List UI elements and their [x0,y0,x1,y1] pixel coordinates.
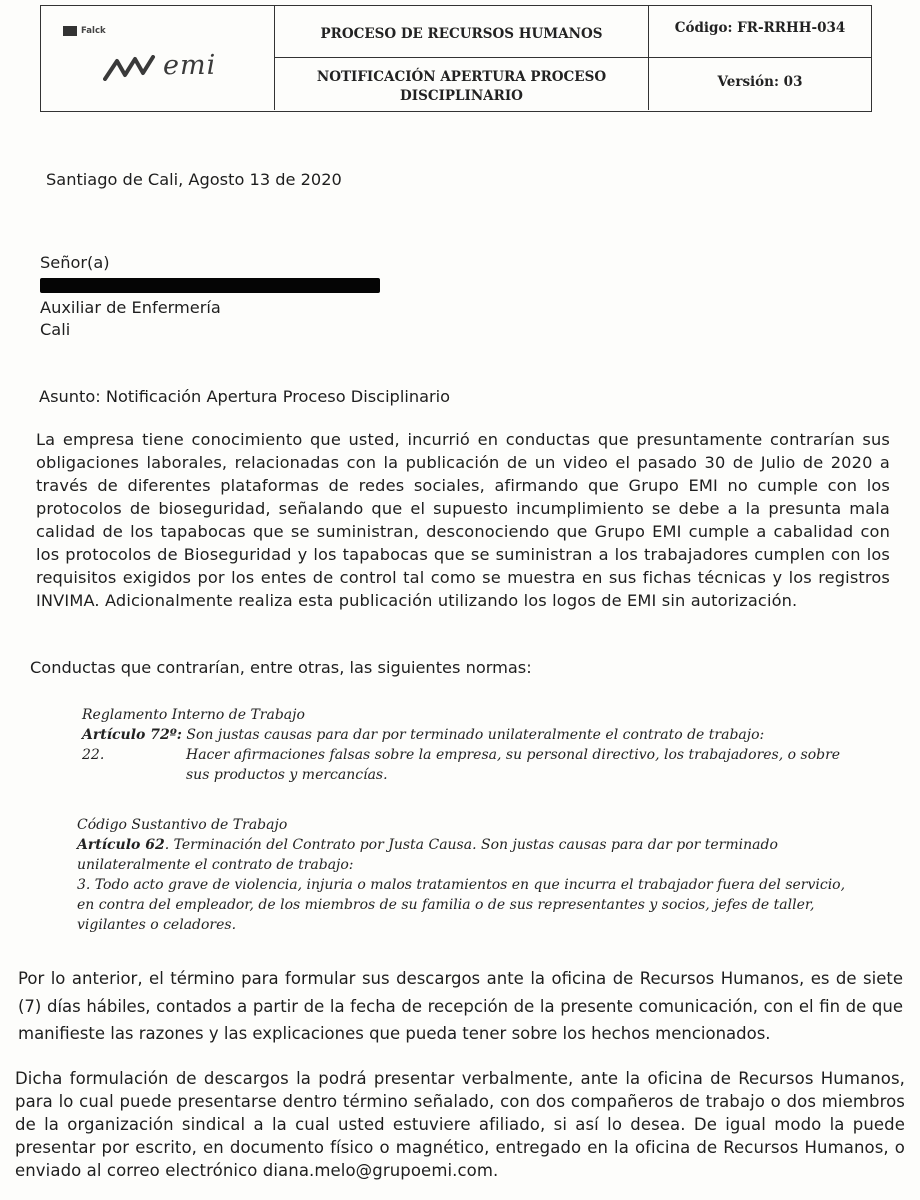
version-cell [649,58,871,110]
document-title: NOTIFICACIÓN APERTURA PROCESO DISCIPLINARIO [316,69,607,104]
citation-article: Artículo 62. Terminación del Contrato por Justa Causa. Son justas causas para dar por terminado unilateralmente el contrato de trabajo: [77,837,778,873]
falck-icon [63,26,77,36]
logo-cell [41,6,275,110]
process-cell [275,6,649,58]
paragraph-facts: La empresa tiene conocimiento que usted, incurrió en conductas que presuntamente contrarían sus obligaciones laborales, relacionadas con la publicación de un video el pasado 30 de Julio de 2020 a través de diferentes plataformas de redes sociales, afirmando que Grupo EMI no cumple con los protocolos de bioseguridad, señalando que el supuesto incumplimiento se debe a la presunta mala calidad de los tapabocas que se suministran, desconociendo que Grupo EMI cumple a cabalidad con los protocolos de Bioseguridad y los tapabocas que se suministran a los trabajadores cumplen con los requisitos exigidos por los entes de control tal como se muestra en sus fichas técnicas y los registros INVIMA. Adicionalmente realiza esta publicación utilizando los logos de EMI sin autorización. [36,430,890,610]
document-code: Código: FR-RRHH-034 [674,20,846,36]
title-cell [275,58,649,110]
citation-item: 3. Todo acto grave de violencia, injuria o malos tratamientos en que incurra el trabajador fuera del servicio, en contra del empleador, de los miembros de su familia o de sus representantes y socios, jefes de taller, vigilantes o celadores. [77,877,846,933]
process-title: PROCESO DE RECURSOS HUMANOS [320,26,603,42]
letter-date: Santiago de Cali, Agosto 13 de 2020 [46,170,342,189]
citation-source: Código Sustantivo de Trabajo [77,817,288,833]
citation-article: Artículo 72º: Son justas causas para dar por terminado unilateralmente el contrato de trabajo: [82,727,765,743]
redacted-name [40,278,380,293]
code-cell [649,6,871,58]
citation-item: 22. Hacer afirmaciones falsas sobre la empresa, su personal directivo, los trabajadores, o sobre sus productos y mercancías. [82,747,841,783]
salutation: Señor(a) [40,253,110,272]
falck-logo [63,26,106,36]
citation-source: Reglamento Interno de Trabajo [82,707,305,723]
paragraph-term: Por lo anterior, el término para formular sus descargos ante la oficina de Recursos Humanos, es de siete (7) días hábiles, contados a partir de la fecha de recepción de la presente comunicación, con el fin de que manifieste las razones y las explicaciones que pueda tener sobre los hechos mencionados. [18,969,903,1043]
recipient-block [40,252,380,342]
recipient-city: Cali [40,320,71,339]
conduct-intro: Conductas que contrarían, entre otras, las siguientes normas: [30,658,532,677]
letter-subject: Asunto: Notificación Apertura Proceso Disciplinario [39,387,451,406]
falck-label: Falck [81,26,106,36]
citation-reglamento [82,705,852,785]
emi-logo [103,50,216,81]
document-header [40,5,872,112]
paragraph-procedure: Dicha formulación de descargos la podrá presentar verbalmente, ante la oficina de Recursos Humanos, para lo cual puede presentarse dentro término señalado, con dos compañeros de trabajo o dos miembros de la organización sindical a la cual usted estuviere afiliado, si así lo desea. De igual modo la puede presentar por escrito, en documento físico o magnético, entregado en la oficina de Recursos Humanos, o enviado al correo electrónico diana.melo@grupoemi.com. [15,1069,905,1180]
emi-logo-text: emi [163,50,217,81]
recipient-position: Auxiliar de Enfermería [40,297,221,317]
emi-wave-icon [103,55,161,81]
citation-codigo [77,815,857,935]
document-version: Versión: 03 [717,74,803,90]
